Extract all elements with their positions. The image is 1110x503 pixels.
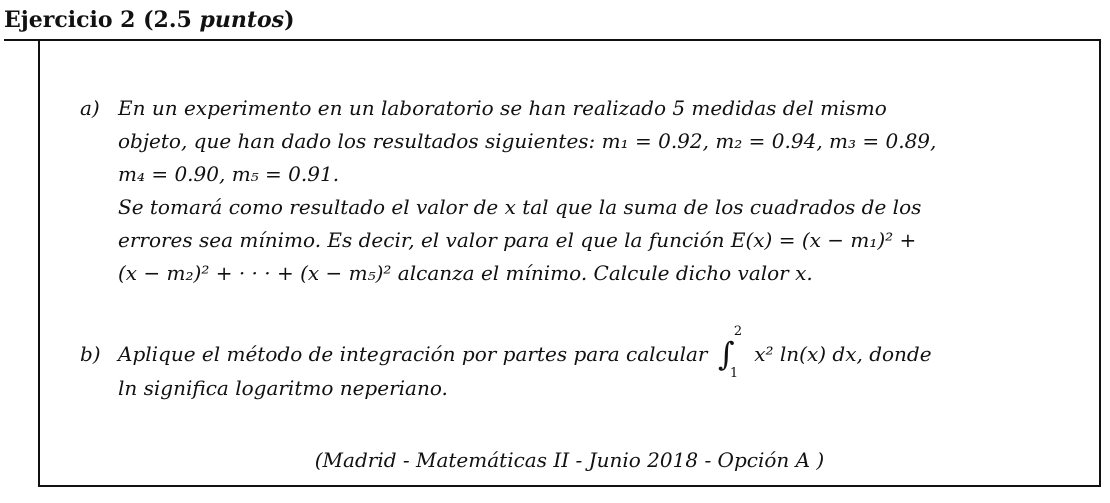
part-b-marker: b) [80,342,101,366]
part-b-line-2: ln significa logaritmo neperiano. [118,376,448,400]
exam-source: (Madrid - Matemáticas II - Junio 2018 - Opción A ) [314,448,825,472]
part-a-line-1: En un experimento en un laboratorio se han realizado 5 medidas del mismo [118,96,887,120]
exercise-points-word: puntos [199,7,285,33]
part-b-line-1-after: , donde [856,342,932,366]
exercise-heading-close: ) [284,7,295,33]
integrand: x² ln(x) dx [754,342,857,366]
exercise-heading-label: Ejercicio 2 (2.5 [4,7,200,33]
integral-symbol [714,324,748,381]
part-a [80,92,1090,290]
integral-upper-limit: 2 [733,324,743,339]
part-b-text [118,324,1090,405]
integral-lower-limit: 1 [729,366,739,381]
part-a-line-5: errores sea mínimo. Es decir, el valor para el que la función E(x) = (x − m₁)² + [118,228,917,252]
part-b [80,324,1090,405]
part-a-marker: a) [80,96,100,120]
part-a-line-3: m₄ = 0.90, m₅ = 0.91. [118,162,340,186]
part-a-line-2: objeto, que han dado los resultados siguientes: m₁ = 0.92, m₂ = 0.94, m₃ = 0.89, [118,129,937,153]
part-b-line-1 [118,324,1090,381]
exercise-heading [4,6,295,34]
part-a-line-6: (x − m₂)² + · · · + (x − m₅)² alcanza el mínimo. Calcule dicho valor x. [118,261,813,285]
integral-sign: ∫ [717,335,735,373]
part-a-text [118,92,1090,290]
part-b-line-1-before: Aplique el método de integración por partes para calcular [118,342,708,366]
part-a-line-4: Se tomará como resultado el valor de x tal que la suma de los cuadrados de los [118,195,922,219]
